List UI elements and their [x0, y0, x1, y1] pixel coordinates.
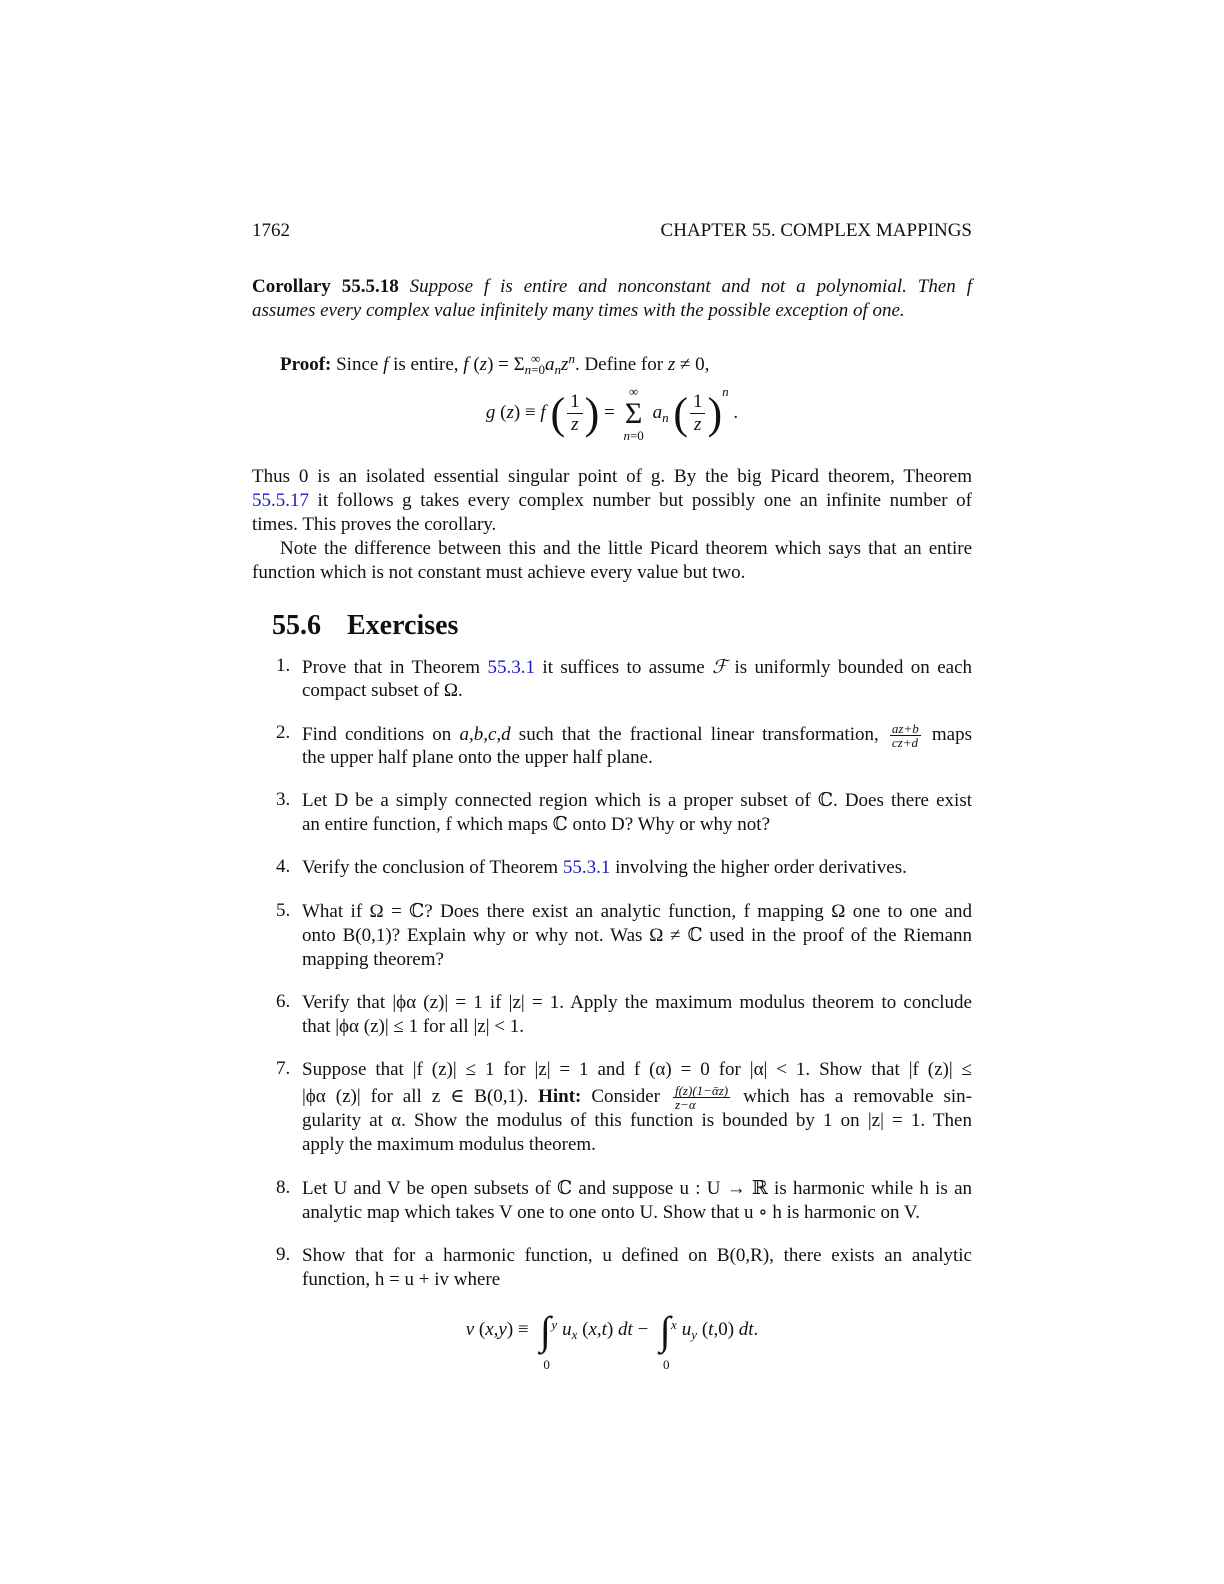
exercise-number: 6. [276, 991, 291, 1012]
running-header: CHAPTER 55. COMPLEX MAPPINGS [660, 220, 972, 241]
hint-label: Hint: [538, 1085, 582, 1107]
exercise-number: 1. [276, 655, 291, 676]
exercise-8-line-2: analytic map which takes V one to one onto U. Show that u ∘ h is harmonic on V. [302, 1202, 920, 1223]
paragraph-2-line-1: Note the difference between this and the little Picard theorem which says that an entire [280, 538, 972, 559]
exercise-number: 5. [276, 900, 291, 921]
paragraph-2-line-2: function which is not constant must achieve every value but two. [252, 562, 746, 583]
exercise-number: 9. [276, 1244, 291, 1265]
exercise-number: 3. [276, 789, 291, 810]
exercise-4-line-1: Verify the conclusion of Theorem 55.3.1 involving the higher order derivatives. [302, 857, 907, 878]
exercise-9-line-1: Show that for a harmonic function, u defined on B(0,R), there exists an analytic [302, 1245, 972, 1266]
paragraph-1-line-1: Thus 0 is an isolated essential singular point of g. By the big Picard theorem, Theorem [252, 466, 972, 487]
exercise-number: 8. [276, 1177, 291, 1198]
proof-label: Proof: [280, 354, 332, 375]
paragraph-1-line-2: 55.5.17 it follows g takes every complex number but possibly one an infinite number of [252, 490, 972, 511]
page-number: 1762 [252, 220, 290, 241]
exercise-3-line-2: an entire function, f which maps ℂ onto D? Why or why not? [302, 814, 771, 835]
exercise-number: 7. [276, 1058, 291, 1079]
corollary-text: Suppose f is entire and nonconstant and not a polynomial. Then f [409, 276, 972, 297]
exercise-6-line-1: Verify that |ϕα (z)| = 1 if |z| = 1. Apply the maximum modulus theorem to conclude [302, 992, 972, 1013]
exercise-3-line-1: Let D be a simply connected region which is a proper subset of ℂ. Does there exist [302, 790, 972, 811]
section-title: Exercises [347, 610, 459, 641]
theorem-link[interactable]: 55.3.1 [487, 657, 535, 678]
exercise-7-line-4: apply the maximum modulus theorem. [302, 1134, 596, 1155]
corollary-label: Corollary 55.5.18 [252, 276, 399, 297]
section-heading [272, 610, 458, 642]
exercise-7-line-2: |ϕα (z)| for all z ∈ B(0,1). Hint: Consider $\frac{\text{f(z)(1−ᾱz)}}{z-\alpha}$ which has a removable sin- [302, 1083, 973, 1112]
exercise-9-line-2: function, h = u + iv where [302, 1269, 501, 1290]
display-equation-v: v (x,y) ≡ ∫ y 0 $u_x$ (x,t) dt − ∫ x 0 $u_y$ (t,0) dt. [465, 1307, 759, 1372]
exercise-7-line-3: gularity at α. Show the modulus of this function is bounded by 1 on |z| = 1. Then [302, 1110, 972, 1131]
exercise-2-line-2: the upper half plane onto the upper half plane. [302, 747, 653, 768]
theorem-link[interactable]: 55.5.17 [252, 490, 309, 511]
theorem-link[interactable]: 55.3.1 [562, 857, 611, 878]
exercise-6-line-2: that |ϕα (z)| ≤ 1 for all |z| < 1. [302, 1016, 524, 1037]
exercise-5-line-2: onto B(0,1)? Explain why or why not. Was Ω ≠ ℂ used in the proof of the Riemann [302, 925, 972, 946]
exercise-2-line-1: Find conditions on a,b,c,d such that the fractional linear transformation, $\frac{az+b}{cz+d}$ maps [302, 721, 973, 750]
exercise-7-line-1: Suppose that |f (z)| ≤ 1 for |z| = 1 and f (α) = 0 for |α| < 1. Show that |f (z)| ≤ [302, 1059, 972, 1080]
display-equation-g: g (z) ≡ f ( $\frac{1}{z}$ ) = ∞ Σ n=0 $a_n$ ( $\frac{1}{z}$ )$^n$ . [485, 383, 739, 443]
exercise-number: 2. [276, 722, 291, 743]
corollary-statement-line-1 [252, 275, 972, 299]
proof-line: Proof: Since f is entire, f $(z) = \Sigma_{n=0}^\infty$ $a_nz^n$. Define for z ≠ 0, [280, 351, 710, 377]
exercise-1-line-1: Prove that in Theorem 55.3.1 it suffices to assume ℱ is uniformly bounded on each [302, 656, 972, 678]
exercise-8-line-1: Let U and V be open subsets of ℂ and suppose u : U → ℝ is harmonic while h is an [302, 1178, 972, 1199]
exercise-1-line-2: compact subset of Ω. [302, 680, 463, 701]
exercise-5-line-3: mapping theorem? [302, 949, 444, 970]
corollary-statement-line-2: assumes every complex value infinitely many times with the possible exception of one. [252, 300, 905, 321]
section-number: 55.6 [272, 610, 321, 641]
exercise-5-line-1: What if Ω = ℂ? Does there exist an analytic function, f mapping Ω one to one and [302, 901, 972, 922]
exercise-number: 4. [276, 856, 291, 877]
paragraph-1-line-3: times. This proves the corollary. [252, 514, 497, 535]
